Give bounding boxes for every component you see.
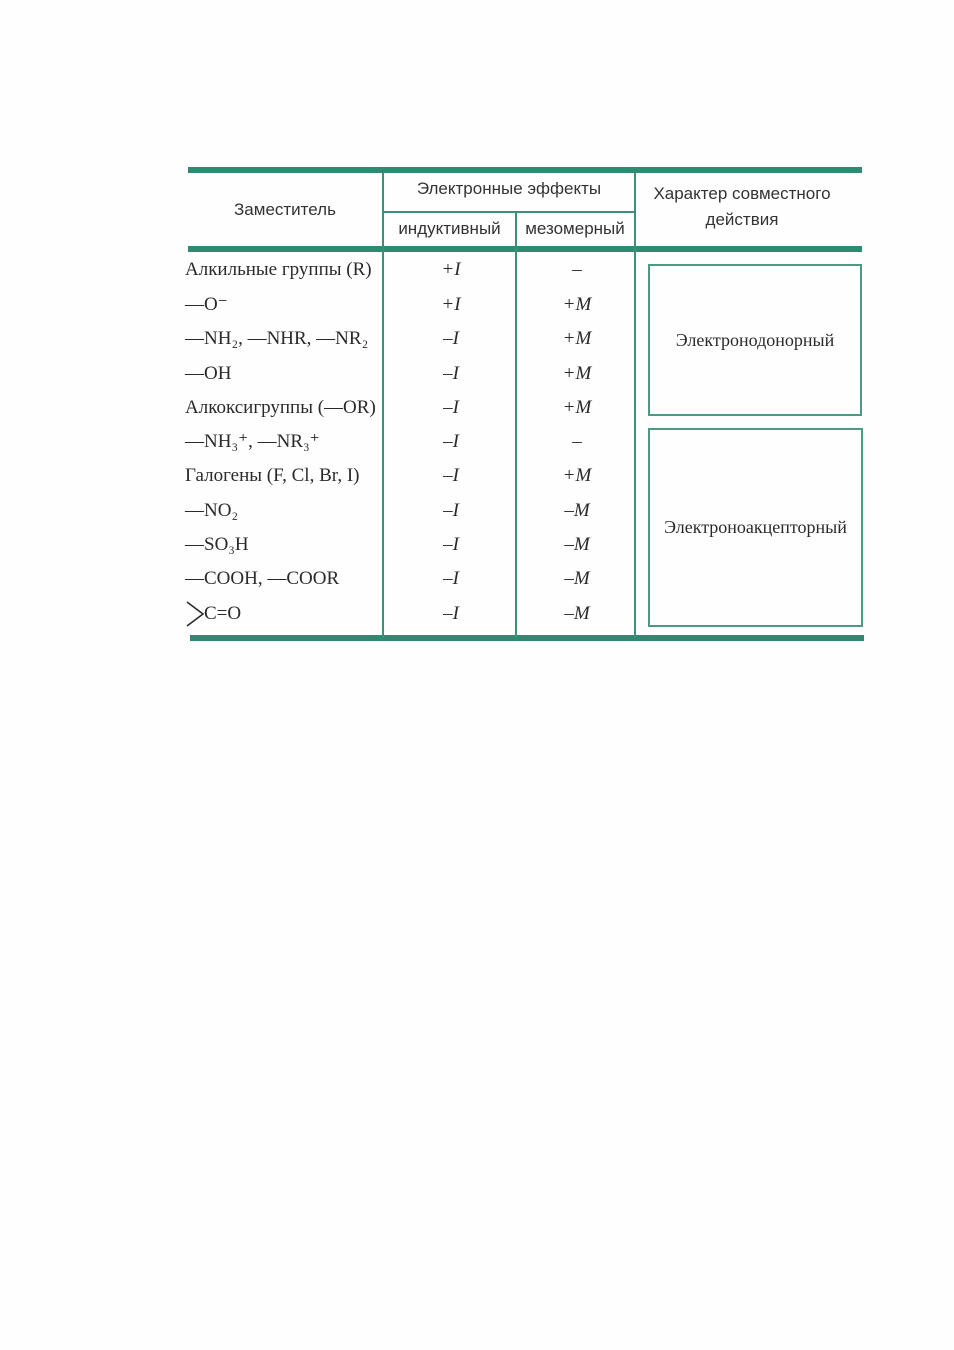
row-2-inductive: +I <box>441 294 461 315</box>
row-4-substituent: —OH <box>185 363 232 384</box>
character-donor-box <box>648 264 862 416</box>
row-9-substituent: —SO₃H <box>185 534 249 555</box>
row-8-inductive: –I <box>443 500 459 521</box>
effects-subheader-line <box>382 211 636 213</box>
row-10-mesomeric: –M <box>564 568 590 589</box>
row-6-mesomeric: – <box>572 431 582 452</box>
row-5-mesomeric: +M <box>562 397 592 418</box>
row-7-substituent: Галогены (F, Cl, Br, I) <box>185 465 360 486</box>
row-1-substituent: Алкильные группы (R) <box>185 259 372 280</box>
table-bottom-rule <box>190 635 864 641</box>
row-4-inductive: –I <box>443 363 459 384</box>
row-11-mesomeric: –M <box>564 603 590 624</box>
row-5-inductive: –I <box>443 397 459 418</box>
row-3-mesomeric: +M <box>562 328 592 349</box>
table-top-rule <box>188 167 862 173</box>
row-1-inductive: +I <box>441 259 461 280</box>
row-3-inductive: –I <box>443 328 459 349</box>
row-7-inductive: –I <box>443 465 459 486</box>
character-donor-label: Электронодонорный <box>675 329 835 350</box>
row-8-substituent: —NO₂ <box>185 500 239 521</box>
header-electronic-effects: Электронные эффекты <box>416 179 602 198</box>
column-divider-1 <box>382 173 384 638</box>
row-6-inductive: –I <box>443 431 459 452</box>
row-2-mesomeric: +M <box>562 294 592 315</box>
row-5-substituent: Алкоксигруппы (—OR) <box>185 397 376 418</box>
header-character-line2: действия <box>705 210 779 229</box>
row-10-substituent: —COOH, —COOR <box>185 568 340 589</box>
row-9-mesomeric: –M <box>564 534 590 555</box>
row-11-substituent-wrap <box>185 600 375 628</box>
character-acceptor-label: Электроноакцепторный <box>664 517 847 537</box>
character-acceptor-box <box>648 428 863 627</box>
carbonyl-bond-icon <box>185 600 205 628</box>
row-11-substituent: C=O <box>204 603 242 624</box>
row-1-mesomeric: – <box>572 259 582 280</box>
row-8-mesomeric: –M <box>564 500 590 521</box>
header-character-line1: Характер совместного <box>653 184 831 203</box>
row-2-substituent: —O⁻ <box>185 294 228 315</box>
row-7-mesomeric: +M <box>562 465 592 486</box>
header-mesomeric: мезомерный <box>525 219 625 238</box>
header-substituent: Заместитель <box>234 200 336 219</box>
row-11-inductive: –I <box>443 603 459 624</box>
row-6-substituent: —NH₃⁺, —NR₃⁺ <box>185 431 320 452</box>
row-4-mesomeric: +M <box>562 363 592 384</box>
row-10-inductive: –I <box>443 568 459 589</box>
header-inductive: индуктивный <box>398 219 501 238</box>
row-9-inductive: –I <box>443 534 459 555</box>
row-3-substituent: —NH₂, —NHR, —NR₂ <box>185 328 369 349</box>
table-header-rule <box>188 246 862 252</box>
